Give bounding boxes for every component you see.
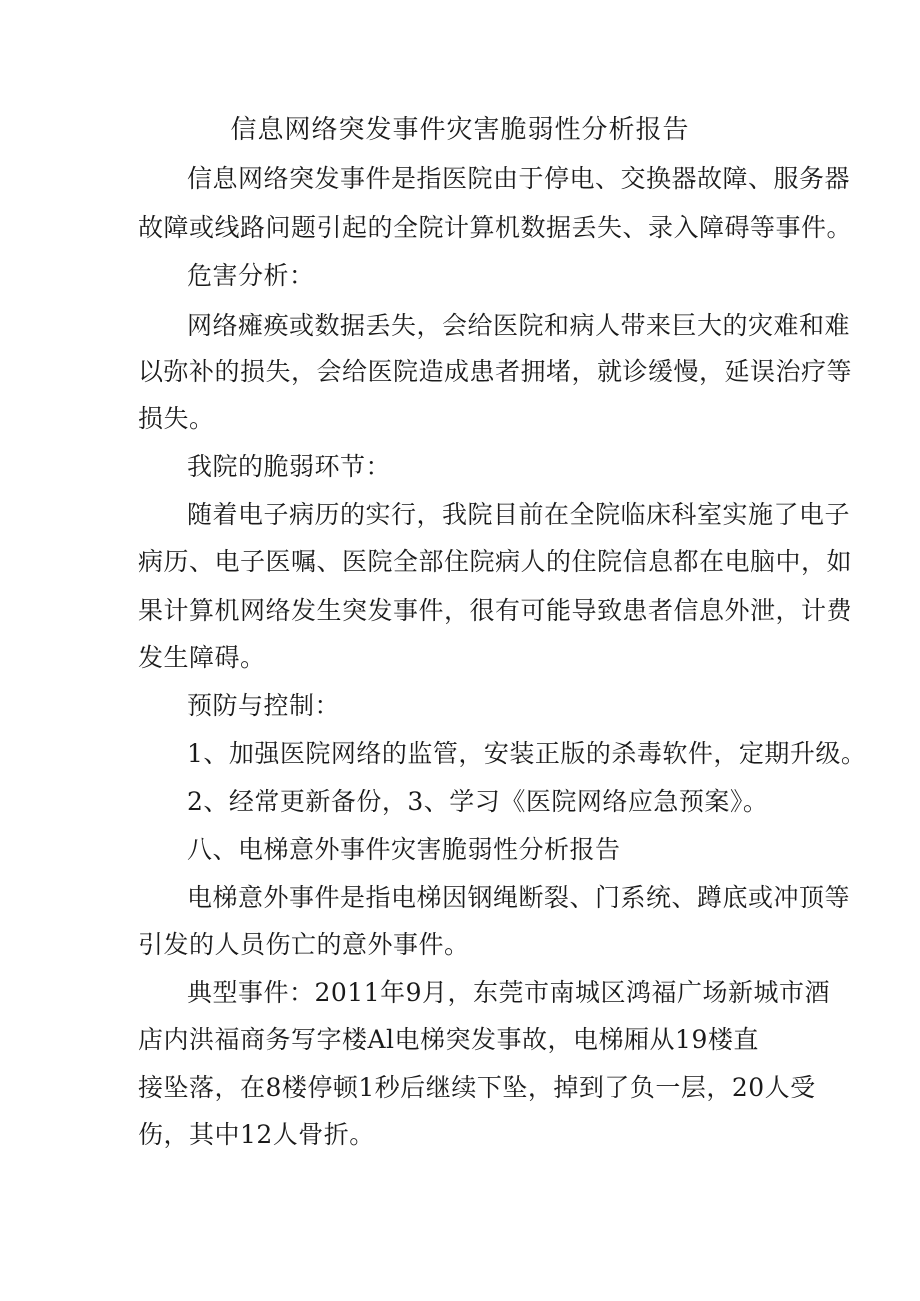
paragraph-line: 以弥补的损失，会给医院造成患者拥堵，就诊缓慢，延误治疗等 <box>138 357 853 386</box>
section-heading: 我院的脆弱环节： <box>187 452 392 481</box>
paragraph-line: 伤，其中12人骨折。 <box>138 1120 375 1149</box>
paragraph-line: 故障或线路问题引起的全院计算机数据丢失、录入障碍等事件。 <box>138 213 853 242</box>
paragraph-line: 店内洪福商务写字楼Al电梯突发事故，电梯厢从19楼直 <box>138 1025 759 1054</box>
paragraph-line: 发生障碍。 <box>138 643 266 672</box>
paragraph-line: 病历、电子医嘱、医院全部住院病人的住院信息都在电脑中，如 <box>138 547 853 576</box>
section-heading: 预防与控制： <box>187 691 341 720</box>
list-item: 2、经常更新备份，3、学习《医院网络应急预案》。 <box>187 787 769 816</box>
section-heading: 八、电梯意外事件灾害脆弱性分析报告 <box>187 835 621 864</box>
section-heading: 危害分析： <box>187 261 315 290</box>
paragraph-line: 随着电子病历的实行，我院目前在全院临床科室实施了电子 <box>187 500 851 529</box>
paragraph-line: 引发的人员伤亡的意外事件。 <box>138 930 470 959</box>
paragraph-line: 电梯意外事件是指电梯因钢绳断裂、门系统、蹲底或冲顶等 <box>187 883 851 912</box>
paragraph-line: 网络瘫痪或数据丢失，会给医院和病人带来巨大的灾难和难 <box>187 311 851 340</box>
document-title: 信息网络突发事件灾害脆弱性分析报告 <box>230 115 690 145</box>
paragraph-line: 损失。 <box>138 404 215 433</box>
paragraph-line: 果计算机网络发生突发事件，很有可能导致患者信息外泄，计费 <box>138 596 853 625</box>
paragraph-line: 信息网络突发事件是指医院由于停电、交换器故障、服务器 <box>187 164 851 193</box>
paragraph-line: 典型事件：2011年9月，东莞市南城区鸿福广场新城市酒 <box>187 978 831 1007</box>
paragraph-line: 接坠落，在8楼停顿1秒后继续下坠，掉到了负一层，20人受 <box>138 1073 816 1102</box>
list-item: 1、加强医院网络的监管，安装正版的杀毒软件，定期升级。 <box>187 739 867 768</box>
